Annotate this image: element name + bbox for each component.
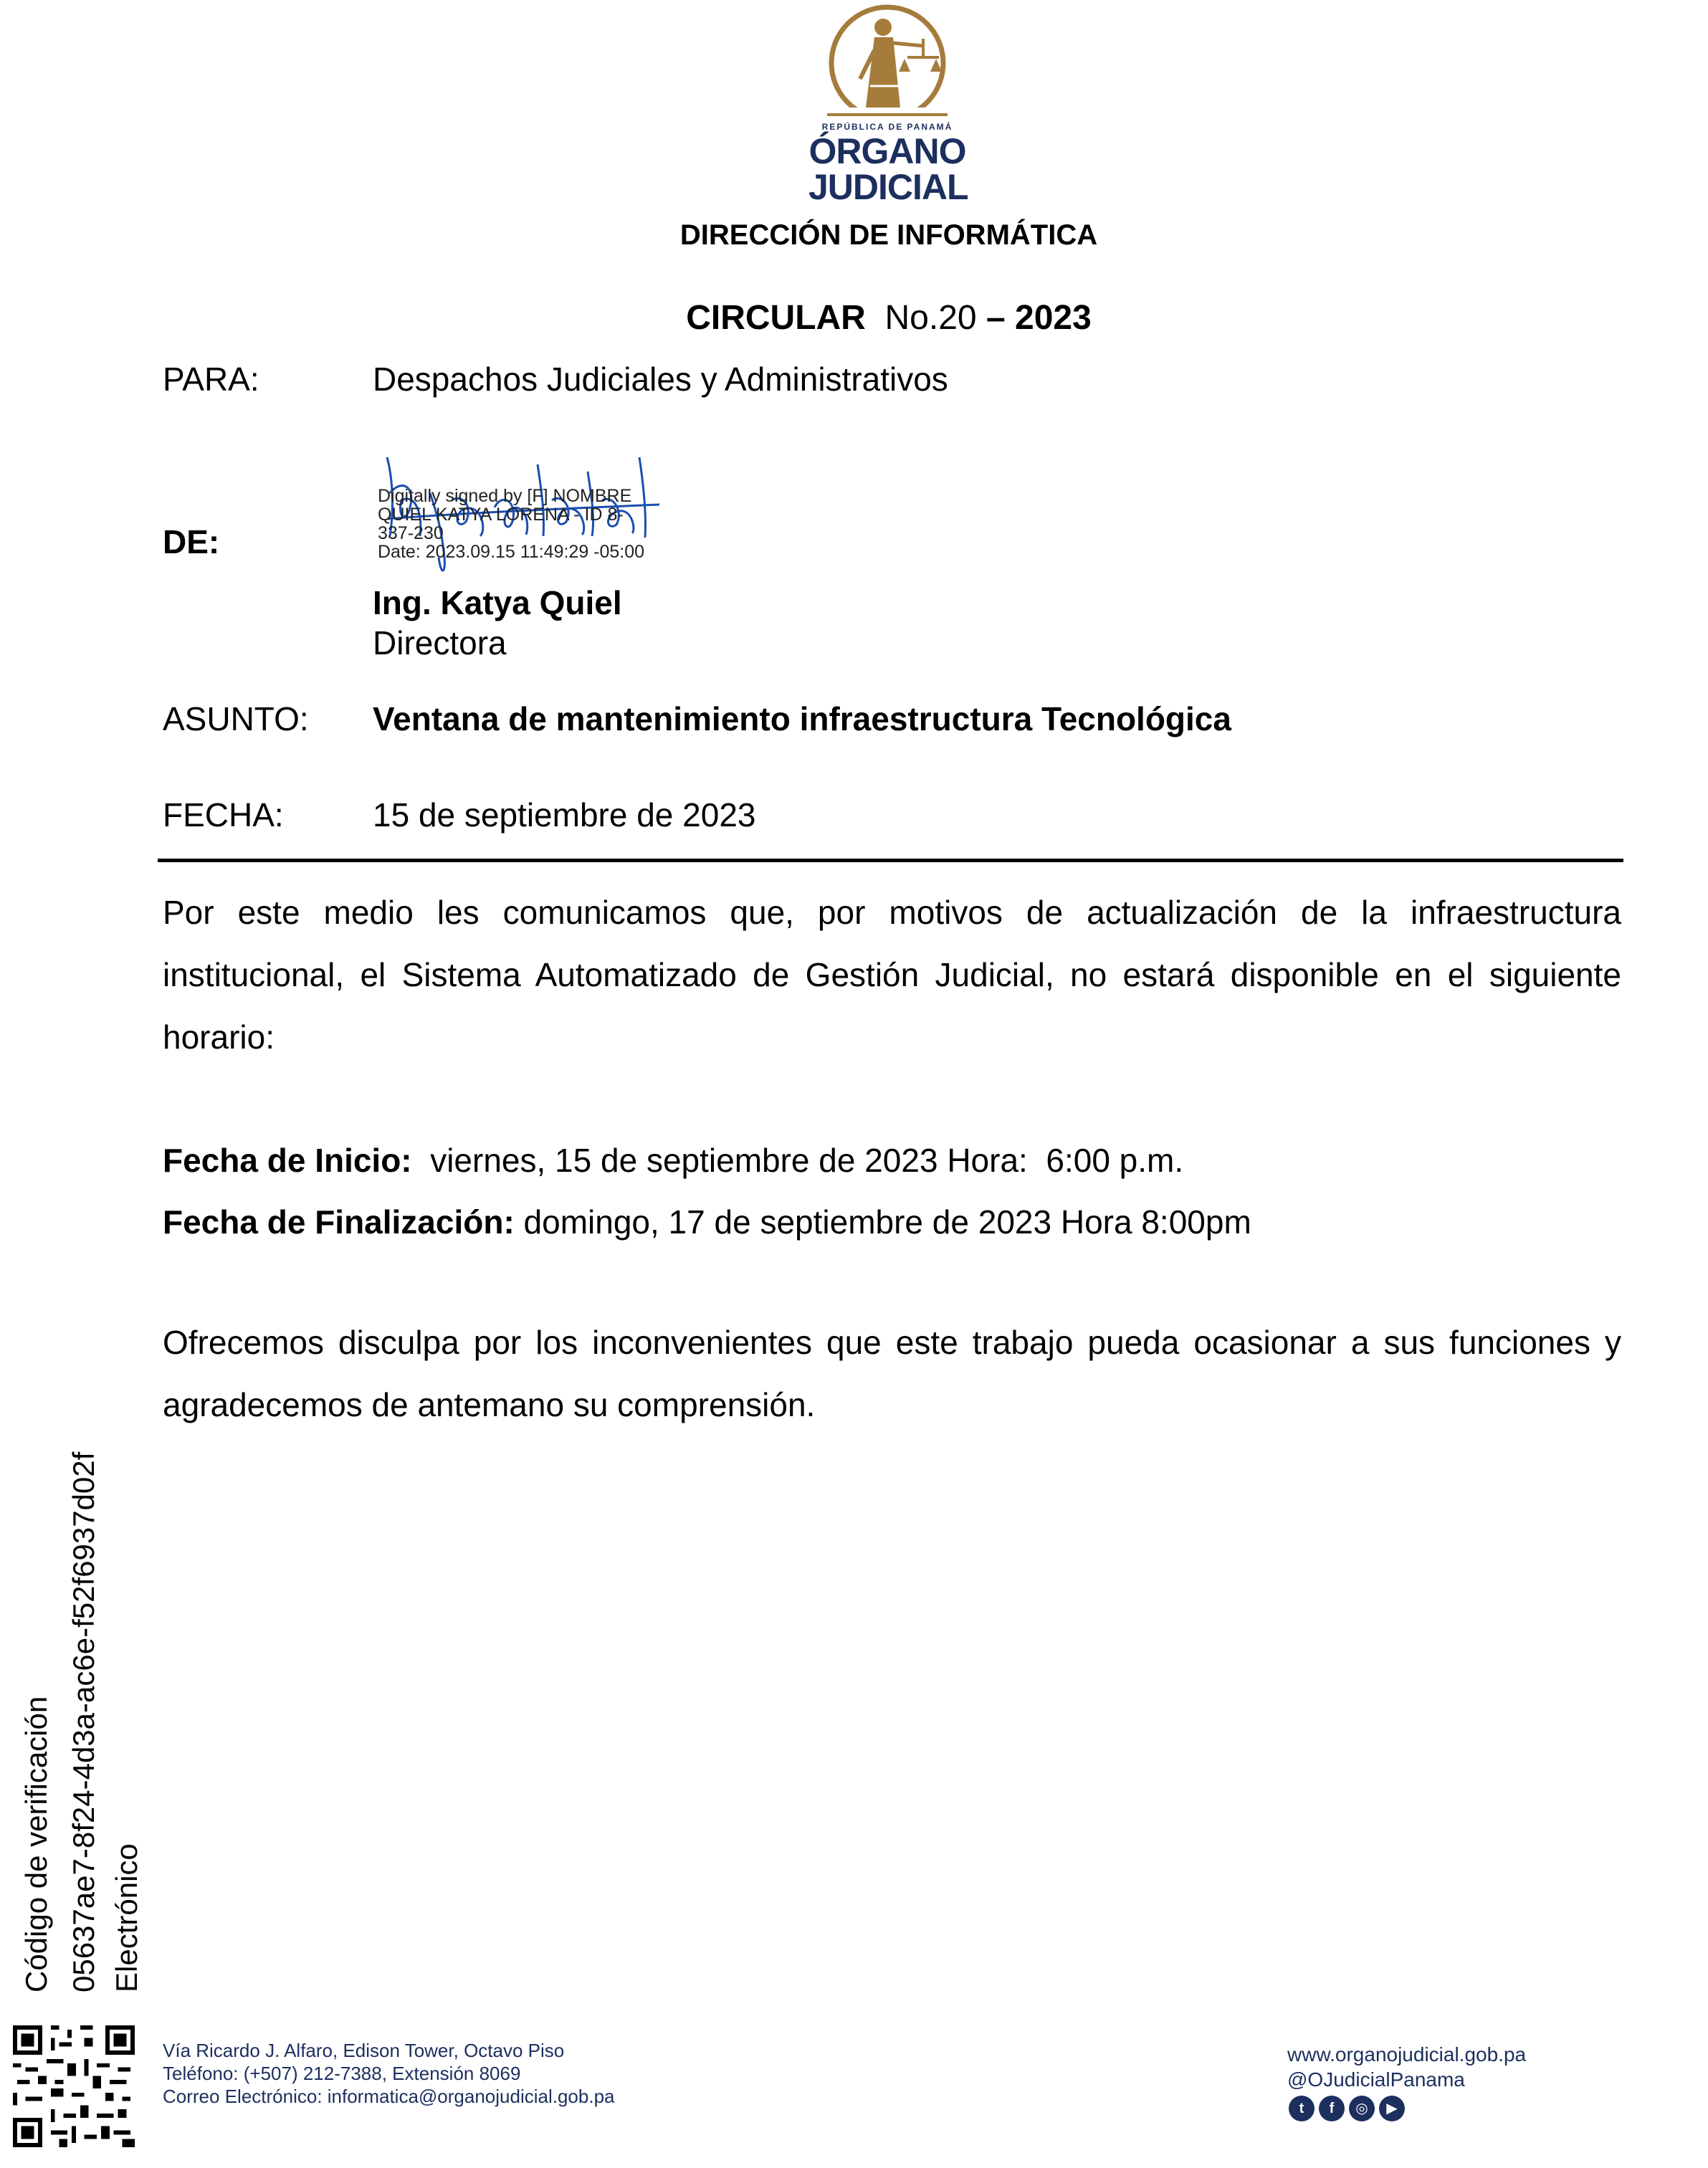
signer-title: Directora (373, 624, 507, 662)
para-value: Despachos Judiciales y Administrativos (373, 360, 948, 398)
fin-value: domingo, 17 de septiembre de 2023 Hora 8:00pm (514, 1203, 1251, 1241)
inicio-line (163, 1144, 1183, 1177)
verification-qr-code (13, 2025, 135, 2147)
circular-year: 2023 (1015, 299, 1092, 337)
fin-line (163, 1203, 1251, 1241)
youtube-icon[interactable]: ▶ (1379, 2096, 1405, 2121)
circular-dash: – (986, 299, 1006, 337)
footer-address: Vía Ricardo J. Alfaro, Edison Tower, Octavo Piso (163, 2040, 565, 2061)
inicio-label: Fecha de Inicio: (163, 1142, 412, 1179)
header-divider (158, 859, 1623, 862)
de-label: DE: (163, 523, 220, 560)
inicio-value: viernes, 15 de septiembre de 2023 Hora: 6:00 p.m. (411, 1142, 1184, 1179)
verification-code: 05637ae7-8f24-4d3a-ac6e-f52f6937d02f (67, 1451, 100, 1992)
fin-label: Fecha de Finalización: (163, 1203, 515, 1241)
circular-label: CIRCULAR (686, 299, 866, 337)
verification-label: Código de verificación (19, 1696, 53, 1992)
signature-stamp-line4: Date: 2023.09.15 11:49:29 -05:00 (378, 542, 645, 562)
logo-republic-text: REPÚBLICA DE PANAMÁ (821, 122, 953, 132)
body-paragraph-2: Ofrecemos disculpa por los inconvenientes que este trabajo pueda ocasionar a sus funciones y agradecemos de antemano su comprensión. (163, 1324, 1621, 1423)
social-icons (1289, 2096, 1409, 2121)
organo-judicial-logo (808, 0, 966, 208)
signature-stamp-line1: Digitally signed by [F] NOMBRE (378, 486, 632, 506)
signature-stamp-line2: QUIEL KATYA LORENA - ID 8- (378, 505, 624, 525)
footer-phone: Teléfono: (+507) 212-7388, Extensión 8069 (163, 2063, 521, 2084)
asunto-value: Ventana de mantenimiento infraestructura Tecnológica (373, 700, 1231, 737)
logo-judicial-text: JUDICIAL (808, 167, 968, 207)
department-heading: DIRECCIÓN DE INFORMÁTICA (679, 219, 1098, 251)
justice-seal-icon (808, 0, 966, 122)
signer-name: Ing. Katya Quiel (373, 584, 622, 621)
body-paragraph-1: Por este medio les comunicamos que, por motivos de actualización de la infraestructura institucional, el Sistema Automatizado de Gestión Judicial, no estará disponible en el siguiente horario: (163, 894, 1621, 1056)
para-label: PARA: (163, 360, 259, 398)
facebook-icon[interactable]: f (1319, 2096, 1345, 2121)
circular-number: No.20 (884, 299, 977, 337)
footer-handle[interactable]: @OJudicialPanama (1287, 2068, 1465, 2091)
verification-type: Electrónico (110, 1843, 143, 1992)
logo-organo-text: ÓRGANO (808, 131, 966, 171)
footer-email: Correo Electrónico: informatica@organojudicial.gob.pa (163, 2086, 615, 2107)
fecha-value: 15 de septiembre de 2023 (373, 796, 756, 834)
fecha-label: FECHA: (163, 796, 284, 834)
asunto-label: ASUNTO: (163, 700, 309, 737)
footer-website[interactable]: www.organojudicial.gob.pa (1287, 2043, 1527, 2066)
twitter-icon[interactable]: t (1289, 2096, 1315, 2121)
signature-stamp-line3: 337-230 (378, 523, 444, 543)
circular-title (0, 298, 1708, 338)
instagram-icon[interactable]: ◎ (1349, 2096, 1375, 2121)
